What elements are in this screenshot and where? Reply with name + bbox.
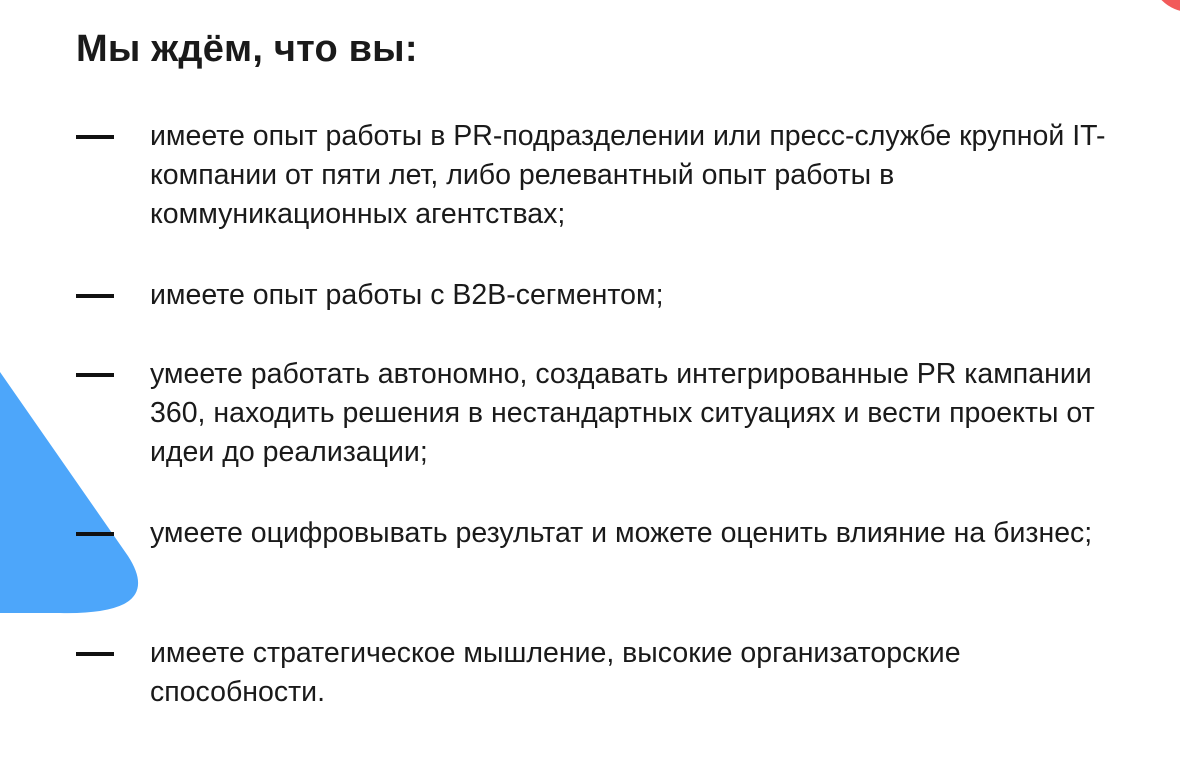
list-item-text: имеете опыт работы с B2B-сегментом; <box>150 279 664 311</box>
list-item-text: умеете работать автономно, создавать интегрированные PR кампании 360, находить решения в нестандартных ситуациях и вести проекты от идеи до реализации; <box>150 358 1095 468</box>
dash-bullet-icon <box>76 373 114 377</box>
dash-bullet-icon <box>76 652 114 656</box>
dash-bullet-icon <box>76 135 114 139</box>
list-item-text: умеете оцифровывать результат и можете оценить влияние на бизнес; <box>150 517 1093 549</box>
dash-bullet-icon <box>76 294 114 298</box>
page-title: Мы ждём, что вы: <box>76 28 418 70</box>
list-item-text: имеете стратегическое мышление, высокие организаторские способности. <box>150 637 961 708</box>
list-item-text: имеете опыт работы в PR-подразделении или пресс-службе крупной IT-компании от пяти лет, либо релевантный опыт работы в коммуникационных агентствах; <box>150 120 1106 230</box>
dash-bullet-icon <box>76 532 114 536</box>
